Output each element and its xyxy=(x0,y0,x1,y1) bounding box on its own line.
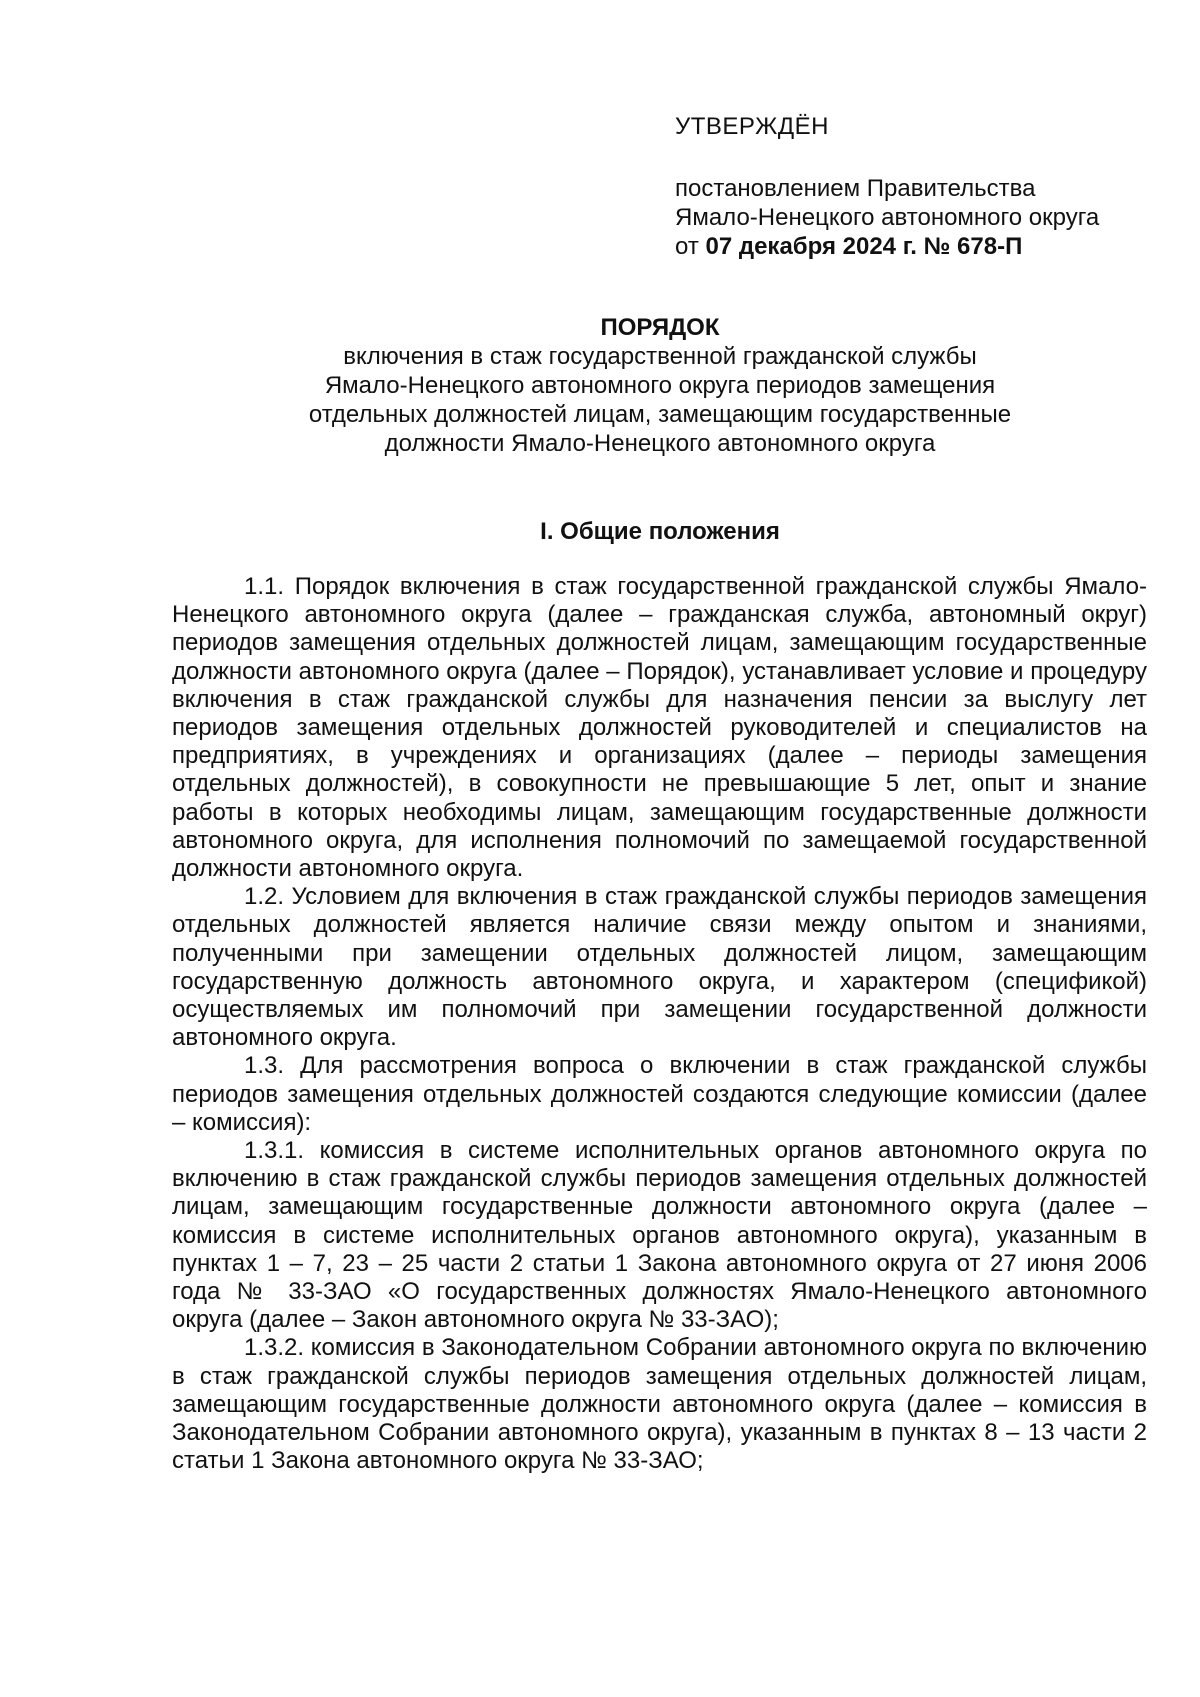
paragraph-1-3-2: 1.3.2. комиссия в Законодательном Собрании автономного округа по включению в стаж гражданской службы периодов замещения отдельных должностей лицам, замещающим государственные должности автономного округа (далее – комиссия в Законодательном Собрании автономного округа), указанным в пунктах 8 – 13 части 2 статьи 1 Закона автономного округа № 33-ЗАО; xyxy=(172,1334,1147,1475)
paragraph-1-3-1: 1.3.1. комиссия в системе исполнительных органов автономного округа по включению в стаж гражданской службы периодов замещения отдельных должностей лицам, замещающим государственные должности автономного округа (далее – комиссия в системе исполнительных органов автономного округа), указанным в пунктах 1 – 7, 23 – 25 части 2 статьи 1 Закона автономного округа от 27 июня 2006 года № 33-ЗАО «О государственных должностях Ямало-Ненецкого автономного округа (далее – Закон автономного округа № 33-ЗАО); xyxy=(172,1137,1147,1334)
approval-date-prefix: от xyxy=(675,233,699,260)
approval-date-line xyxy=(675,232,1145,261)
approval-block xyxy=(675,112,1145,261)
document-subtitle-line: включения в стаж государственной гражданской службы xyxy=(343,343,977,370)
approval-authority-line-1: постановлением Правительства xyxy=(675,175,1036,202)
approval-label: УТВЕРЖДЁН xyxy=(675,113,829,140)
document-body xyxy=(172,573,1147,1476)
document-subtitle-line: должности Ямало-Ненецкого автономного округа xyxy=(384,430,936,457)
paragraph-1-2: 1.2. Условием для включения в стаж гражданской службы периодов замещения отдельных должностей является наличие связи между опытом и знаниями, полученными при замещении отдельных должностей лицом, замещающим государственную должность автономного округа, и характером (спецификой) осуществляемых им полномочий при замещении государственной должности автономного округа. xyxy=(172,883,1147,1052)
paragraph-1-3: 1.3. Для рассмотрения вопроса о включении в стаж гражданской службы периодов замещения отдельных должностей создаются следующие комиссии (далее – комиссия): xyxy=(172,1052,1147,1136)
approval-date-value: 07 декабря 2024 г. № 678-П xyxy=(705,233,1023,260)
document-subtitle-line: Ямало-Ненецкого автономного округа периодов замещения xyxy=(324,372,996,399)
document-title: ПОРЯДОК xyxy=(600,314,720,341)
approval-authority-line-2: Ямало-Ненецкого автономного округа xyxy=(675,204,1100,231)
paragraph-1-1: 1.1. Порядок включения в стаж государственной гражданской службы Ямало-Ненецкого автономного округа (далее – гражданская служба, автономный округ) периодов замещения отдельных должностей лицам, замещающим государственные должности автономного округа (далее – Порядок), устанавливает условие и процедуру включения в стаж гражданской службы для назначения пенсии за выслугу лет периодов замещения отдельных должностей руководителей и специалистов на предприятиях, в учреждениях и организациях (далее – периоды замещения отдельных должностей), в совокупности не превышающие 5 лет, опыт и знание работы в которых необходимы лицам, замещающим государственные должности автономного округа, для исполнения полномочий по замещаемой государственной должности автономного округа. xyxy=(172,573,1147,883)
document-subtitle-line: отдельных должностей лицам, замещающим государственные xyxy=(308,401,1012,428)
section-heading: I. Общие положения xyxy=(540,518,780,545)
document-title-block xyxy=(170,313,1150,458)
